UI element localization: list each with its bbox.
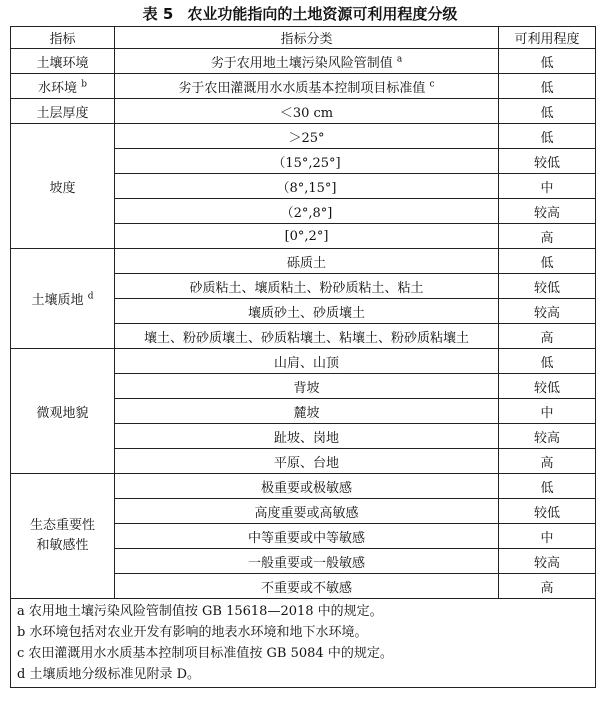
header-indicator: 指标: [11, 27, 115, 49]
level-cell: 高: [499, 449, 596, 474]
table-title: [0, 4, 600, 24]
footnote-mark: d: [87, 291, 94, 302]
footnotes-cell: [11, 599, 596, 688]
level-cell: 低: [499, 249, 596, 274]
level-cell: 中: [499, 174, 596, 199]
indicator-cell: 土壤环境: [11, 49, 115, 74]
level-cell: 较高: [499, 299, 596, 324]
footnote-a: a 农用地土壤污染风险管制值按 GB 15618—2018 中的规定。: [17, 604, 383, 619]
level-cell: 较高: [499, 424, 596, 449]
class-cell: 麓坡: [115, 399, 499, 424]
level-cell: 较低: [499, 374, 596, 399]
class-cell: 劣于农田灌溉用水水质基本控制项目标准值 $^c$: [115, 74, 499, 99]
indicator-cell-texture: 土壤质地 $^d$: [11, 249, 115, 349]
footnote-d: d 土壤质地分级标准见附录 D。: [17, 667, 201, 682]
class-cell: [0°,2°]: [115, 224, 499, 249]
footnote-c: c 农田灌溉用水水质基本控制项目标准值按 GB 5084 中的规定。: [17, 646, 393, 661]
table-caption: 农业功能指向的土地资源可利用程度分级: [187, 5, 458, 23]
level-cell: 低: [499, 49, 596, 74]
indicator-cell-slope: 坡度: [11, 124, 115, 249]
level-cell: 低: [499, 474, 596, 499]
class-cell: （2°,8°]: [115, 199, 499, 224]
header-classification: 指标分类: [115, 27, 499, 49]
footnote-mark: b: [81, 79, 87, 90]
indicator-cell-ecology: 生态重要性 和敏感性: [11, 474, 115, 599]
level-cell: 高: [499, 324, 596, 349]
class-cell: 中等重要或中等敏感: [115, 524, 499, 549]
class-cell: 砾质土: [115, 249, 499, 274]
footnote-b: b 水环境包括对农业开发有影响的地表水环境和地下水环境。: [17, 625, 368, 640]
level-cell: 较高: [499, 199, 596, 224]
level-cell: 低: [499, 74, 596, 99]
level-cell: 中: [499, 524, 596, 549]
class-cell: 壤土、粉砂质壤土、砂质粘壤土、粘壤土、粉砂质粘壤土: [115, 324, 499, 349]
footnotes-row: [11, 599, 596, 688]
level-cell: 低: [499, 349, 596, 374]
level-cell: 低: [499, 124, 596, 149]
table-row: [11, 99, 596, 124]
level-cell: 较低: [499, 274, 596, 299]
indicator-cell: 土层厚度: [11, 99, 115, 124]
level-cell: 高: [499, 224, 596, 249]
level-cell: 低: [499, 99, 596, 124]
class-cell: 壤质砂土、砂质壤土: [115, 299, 499, 324]
header-row: [11, 27, 596, 49]
header-level: 可利用程度: [499, 27, 596, 49]
level-cell: 高: [499, 574, 596, 599]
class-cell: 背坡: [115, 374, 499, 399]
class-cell: （15°,25°]: [115, 149, 499, 174]
class-cell: 一般重要或一般敏感: [115, 549, 499, 574]
table-row: [11, 349, 596, 374]
table-row: [11, 49, 596, 74]
level-cell: 较高: [499, 549, 596, 574]
class-cell: 平原、台地: [115, 449, 499, 474]
class-cell: 不重要或不敏感: [115, 574, 499, 599]
class-cell: 劣于农用地土壤污染风险管制值 $^a$: [115, 49, 499, 74]
class-cell: 高度重要或高敏感: [115, 499, 499, 524]
level-cell: 中: [499, 399, 596, 424]
table-number: 表 5: [142, 5, 174, 23]
class-cell: 山肩、山顶: [115, 349, 499, 374]
level-cell: 较低: [499, 499, 596, 524]
table-row: [11, 249, 596, 274]
indicator-cell: 水环境 $^b$: [11, 74, 115, 99]
table-row: [11, 124, 596, 149]
class-cell: 极重要或极敏感: [115, 474, 499, 499]
indicator-cell-landform: 微观地貌: [11, 349, 115, 474]
footnote-mark: c: [429, 79, 435, 90]
level-cell: 较低: [499, 149, 596, 174]
class-cell: 趾坡、岗地: [115, 424, 499, 449]
class-cell: 砂质粘土、壤质粘土、粉砂质粘土、粘土: [115, 274, 499, 299]
land-resource-table: [10, 26, 596, 688]
footnote-mark: a: [396, 54, 403, 65]
class-cell: ＜30 cm: [115, 99, 499, 124]
class-cell: ＞25°: [115, 124, 499, 149]
table-row: [11, 474, 596, 499]
class-cell: （8°,15°]: [115, 174, 499, 199]
table-row: [11, 74, 596, 99]
